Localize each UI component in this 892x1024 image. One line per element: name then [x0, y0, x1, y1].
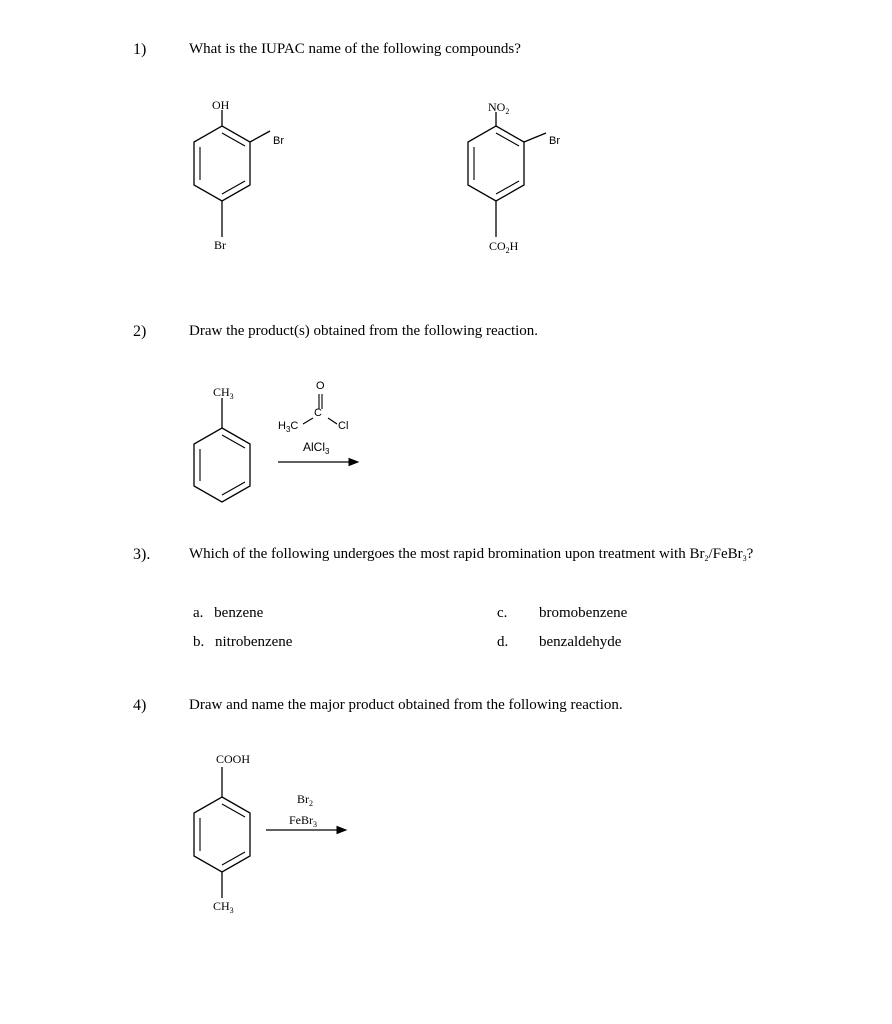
bromine-reagent-label: $Br_2$: [297, 792, 313, 808]
option-c-label: bromobenzene: [539, 605, 628, 621]
option-c-letter: c.: [497, 605, 508, 621]
option-a-letter: a.: [193, 605, 204, 621]
option-b-letter: b.: [193, 634, 205, 650]
carbonyl-oxygen-label: O: [316, 380, 325, 392]
question-1-number: 1): [133, 41, 147, 58]
carboxylic-acid-label: COOH: [216, 752, 251, 766]
bromo-label-right: Br: [273, 135, 284, 147]
question-3-text: Which of the following undergoes the most rapid bromination upon treatment with $Br_2/FeBr_3$?: [189, 546, 754, 563]
methyl-group-label: $H_3C$: [278, 420, 299, 434]
hydroxyl-label: OH: [212, 98, 230, 112]
bromo-label: Br: [549, 135, 560, 147]
carboxyl-label: $CO_2H$: [489, 239, 519, 255]
option-a-label: benzene: [214, 605, 264, 621]
option-d-letter: d.: [497, 634, 509, 650]
question-1-text: What is the IUPAC name of the following compounds?: [189, 41, 521, 57]
chlorine-label: Cl: [338, 420, 349, 432]
option-d-label: benzaldehyde: [539, 634, 622, 650]
question-4-text: Draw and name the major product obtained from the following reaction.: [189, 697, 623, 713]
question-4-number: 4): [133, 697, 147, 714]
option-b-label: nitrobenzene: [215, 634, 293, 650]
catalyst-label: AlCl$_3$: [303, 440, 330, 456]
bromo-label-bottom: Br: [214, 238, 226, 252]
methyl-label: $CH_3$: [213, 385, 234, 401]
nitro-label: $NO_2$: [488, 100, 510, 116]
methyl-label-4: $CH_3$: [213, 899, 234, 915]
question-3-number: 3).: [133, 546, 151, 563]
question-2-text: Draw the product(s) obtained from the following reaction.: [189, 323, 539, 339]
iron-bromide-label: FeBr$_3$: [289, 813, 317, 829]
question-2-number: 2): [133, 323, 147, 340]
carbonyl-carbon-label: C: [314, 407, 322, 419]
